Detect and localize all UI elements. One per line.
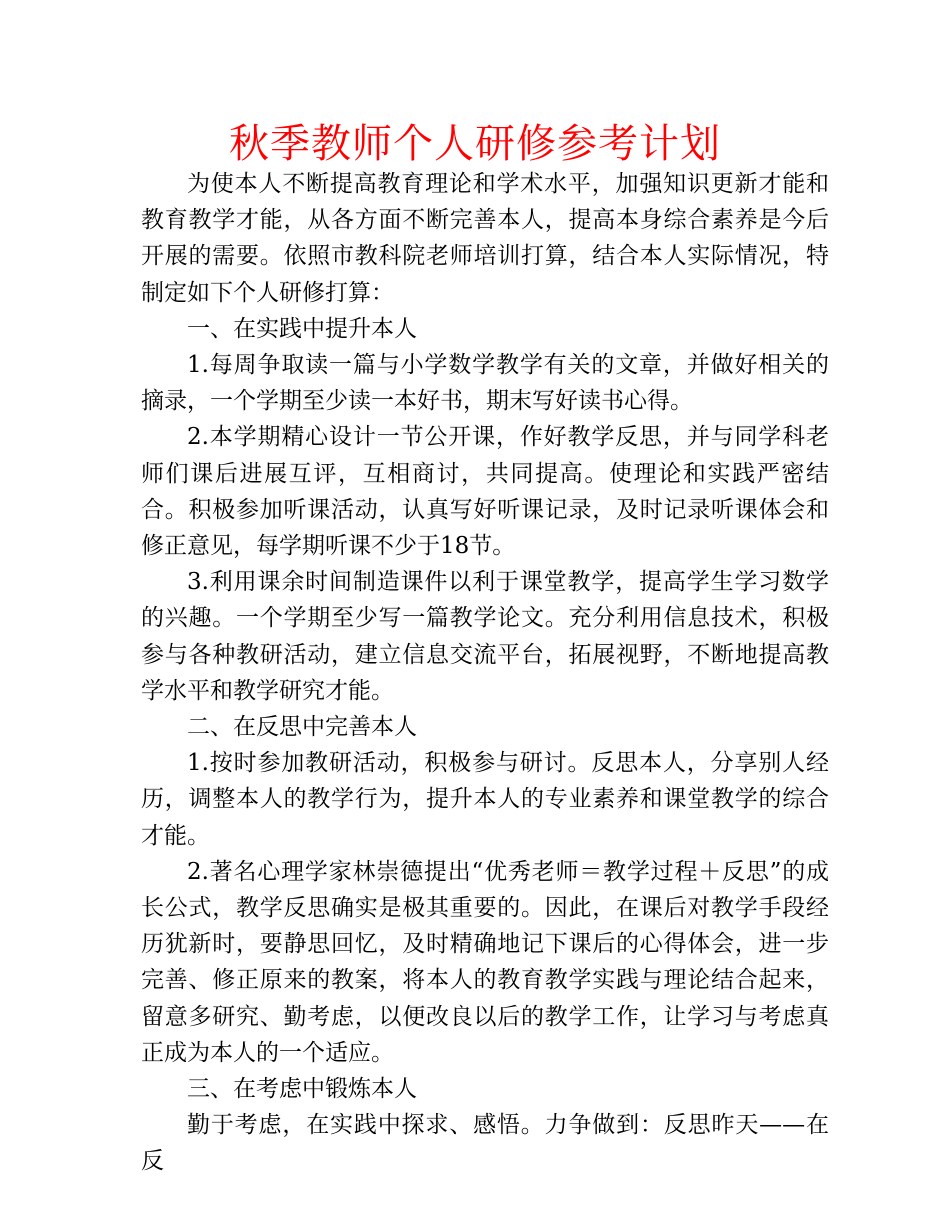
paragraph-intro: 为使本人不断提高教育理论和学术水平，加强知识更新才能和教育教学才能，从各方面不断完善本人，提高本身综合素养是今后开展的需要。依照市教科院老师培训打算，结合本人实际情况，特制定如下个人研修打算： xyxy=(141,171,829,306)
paragraph-3-1: 勤于考虑，在实践中探求、感悟。力争做到：反思昨天——在反 xyxy=(141,1112,829,1175)
paragraph-2-1: 1.按时参加教研活动，积极参与研讨。反思本人，分享别人经历，调整本人的教学行为，提升本人的专业素养和课堂教学的综合才能。 xyxy=(141,750,829,849)
paragraph-1-1: 1.每周争取读一篇与小学数学教学有关的文章，并做好相关的摘录，一个学期至少读一本好书，期末写好读书心得。 xyxy=(141,352,829,415)
document-title: 秋季教师个人研修参考计划 xyxy=(229,121,721,167)
section-heading-3: 三、在考虑中锻炼本人 xyxy=(187,1076,417,1103)
document-body xyxy=(141,166,829,1180)
section-heading-1: 一、在实践中提升本人 xyxy=(187,315,417,342)
paragraph-2-2: 2.著名心理学家林崇德提出“优秀老师＝教学过程＋反思”的成长公式，教学反思确实是极其重要的。因此，在课后对教学手段经历犹新时，要静思回忆，及时精确地记下课后的心得体会，进一步完善、修正原来的教案，将本人的教育教学实践与理论结合起来，留意多研究、勤考虑，以便改良以后的教学工作，让学习与考虑真正成为本人的一个适应。 xyxy=(141,858,829,1066)
paragraph-1-3: 3.利用课余时间制造课件以利于课堂教学，提高学生学习数学的兴趣。一个学期至少写一篇教学论文。充分利用信息技术，积极参与各种教研活动，建立信息交流平台，拓展视野，不断地提高教学水平和教学研究才能。 xyxy=(141,569,829,704)
section-heading-2: 二、在反思中完善本人 xyxy=(187,714,417,741)
paragraph-1-2: 2.本学期精心设计一节公开课，作好教学反思，并与同学科老师们课后进展互评，互相商讨，共同提高。使理论和实践严密结合。积极参加听课活动，认真写好听课记录，及时记录听课体会和修正意见，每学期听课不少于18节。 xyxy=(141,424,829,560)
